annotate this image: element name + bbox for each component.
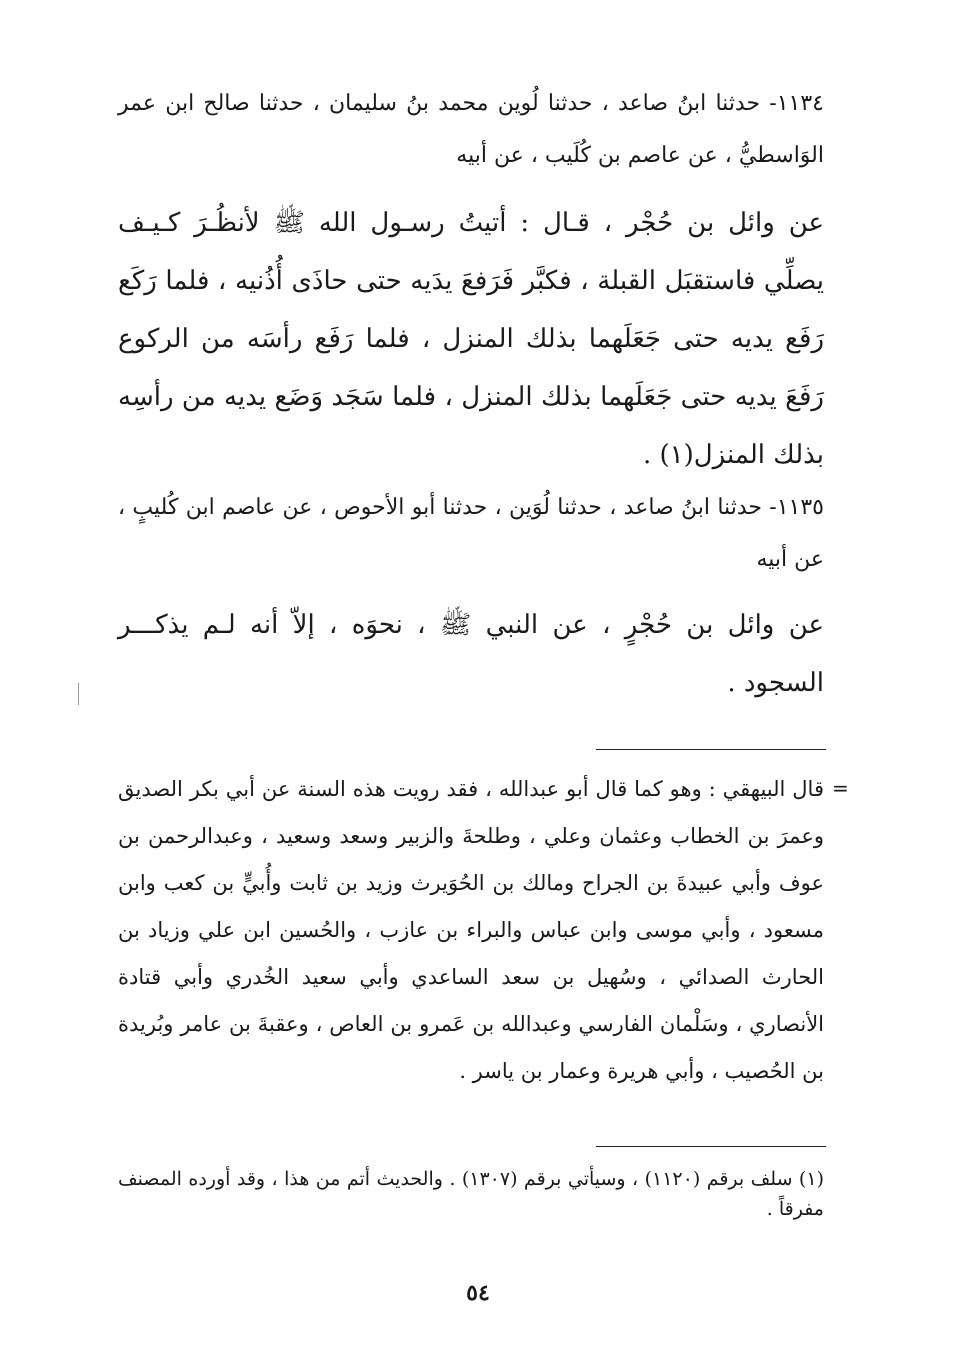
margin-mark [78,683,79,705]
footnote-separator-top [596,749,826,750]
continuation-note: قال البيهقي : وهو كما قال أبو عبدالله ، فقد رويت هذه السنة عن أبي بكر الصديق وعمرَ بن الخطاب وعثمان وعلي ، وطلحةَ والزبير وسعد وسعيد ، وعبدالرحمن بن عوف وأبي عبيدةَ بن الجراح ومالك بن الحُوَيرث وزيد بن ثابت وأُبيٍّ بن كعب وابن مسعود ، وأبي موسى وابن عباس والبراء بن عازب ، والحُسين ابن علي وزياد بن الحارث الصدائي ، وسُهيل بن سعد الساعدي وأبي سعيد الخُدري وأبي قتادة الأنصاري ، وسَلْمان الفارسي وعبدالله بن عَمرو بن العاص ، وعقبةَ بن عامر وبُريدة بن الحُصيب ، وأبي هريرة وعمار بن ياسر . [118,777,824,1083]
hadith-1135-matn: عن وائل بن حُجْرٍ ، عن النبي ﷺ ، نحوَه ، إلاّ أنه لـم يذكـــر السجود . [118,610,824,698]
hadith-1134-matn: عن وائل بن حُجْر ، قـال : أتيتُ رسـول الله ﷺ لأنظُـرَ كـيـف يصلِّي فاستقبَل القبلة ، فكبَّر فَرَفعَ يدَيه حتى حاذَى أُذُنيه ، فلما رَكَع رَفَع يديه حتى جَعَلَهما بذلك المنزل ، فلما رَفَع رأسَه من الركوع رَفَعَ يديه حتى جَعَلَهما بذلك المنزل ، فلما سَجَد وَضَع يديه من رأسِه بذلك المنزل(١) . [118,208,824,470]
footnote-1: (١) سلف برقم (١١٢٠) ، وسيأتي برقم (١٣٠٧) . والحديث أتم من هذا ، وقد أورده المصنف مفرقاً . [118,1168,824,1220]
page-number: ٥٤ [466,1280,490,1306]
hadith-1135-isnad: ١١٣٥- حدثنا ابنُ صاعد ، حدثنا لُوَين ، حدثنا أبو الأحوص ، عن عاصم ابن كُليبٍ ، عن أبيه [118,495,824,572]
continuation-marker: = [832,776,849,800]
footnote-separator-bottom [596,1146,826,1147]
hadith-1134-isnad: ١١٣٤- حدثنا ابنُ صاعد ، حدثنا لُوين محمد بنُ سليمان ، حدثنا صالح ابن عمر الوَاسطيُّ ، عن عاصم بن كُلَيب ، عن أبيه [118,91,824,168]
